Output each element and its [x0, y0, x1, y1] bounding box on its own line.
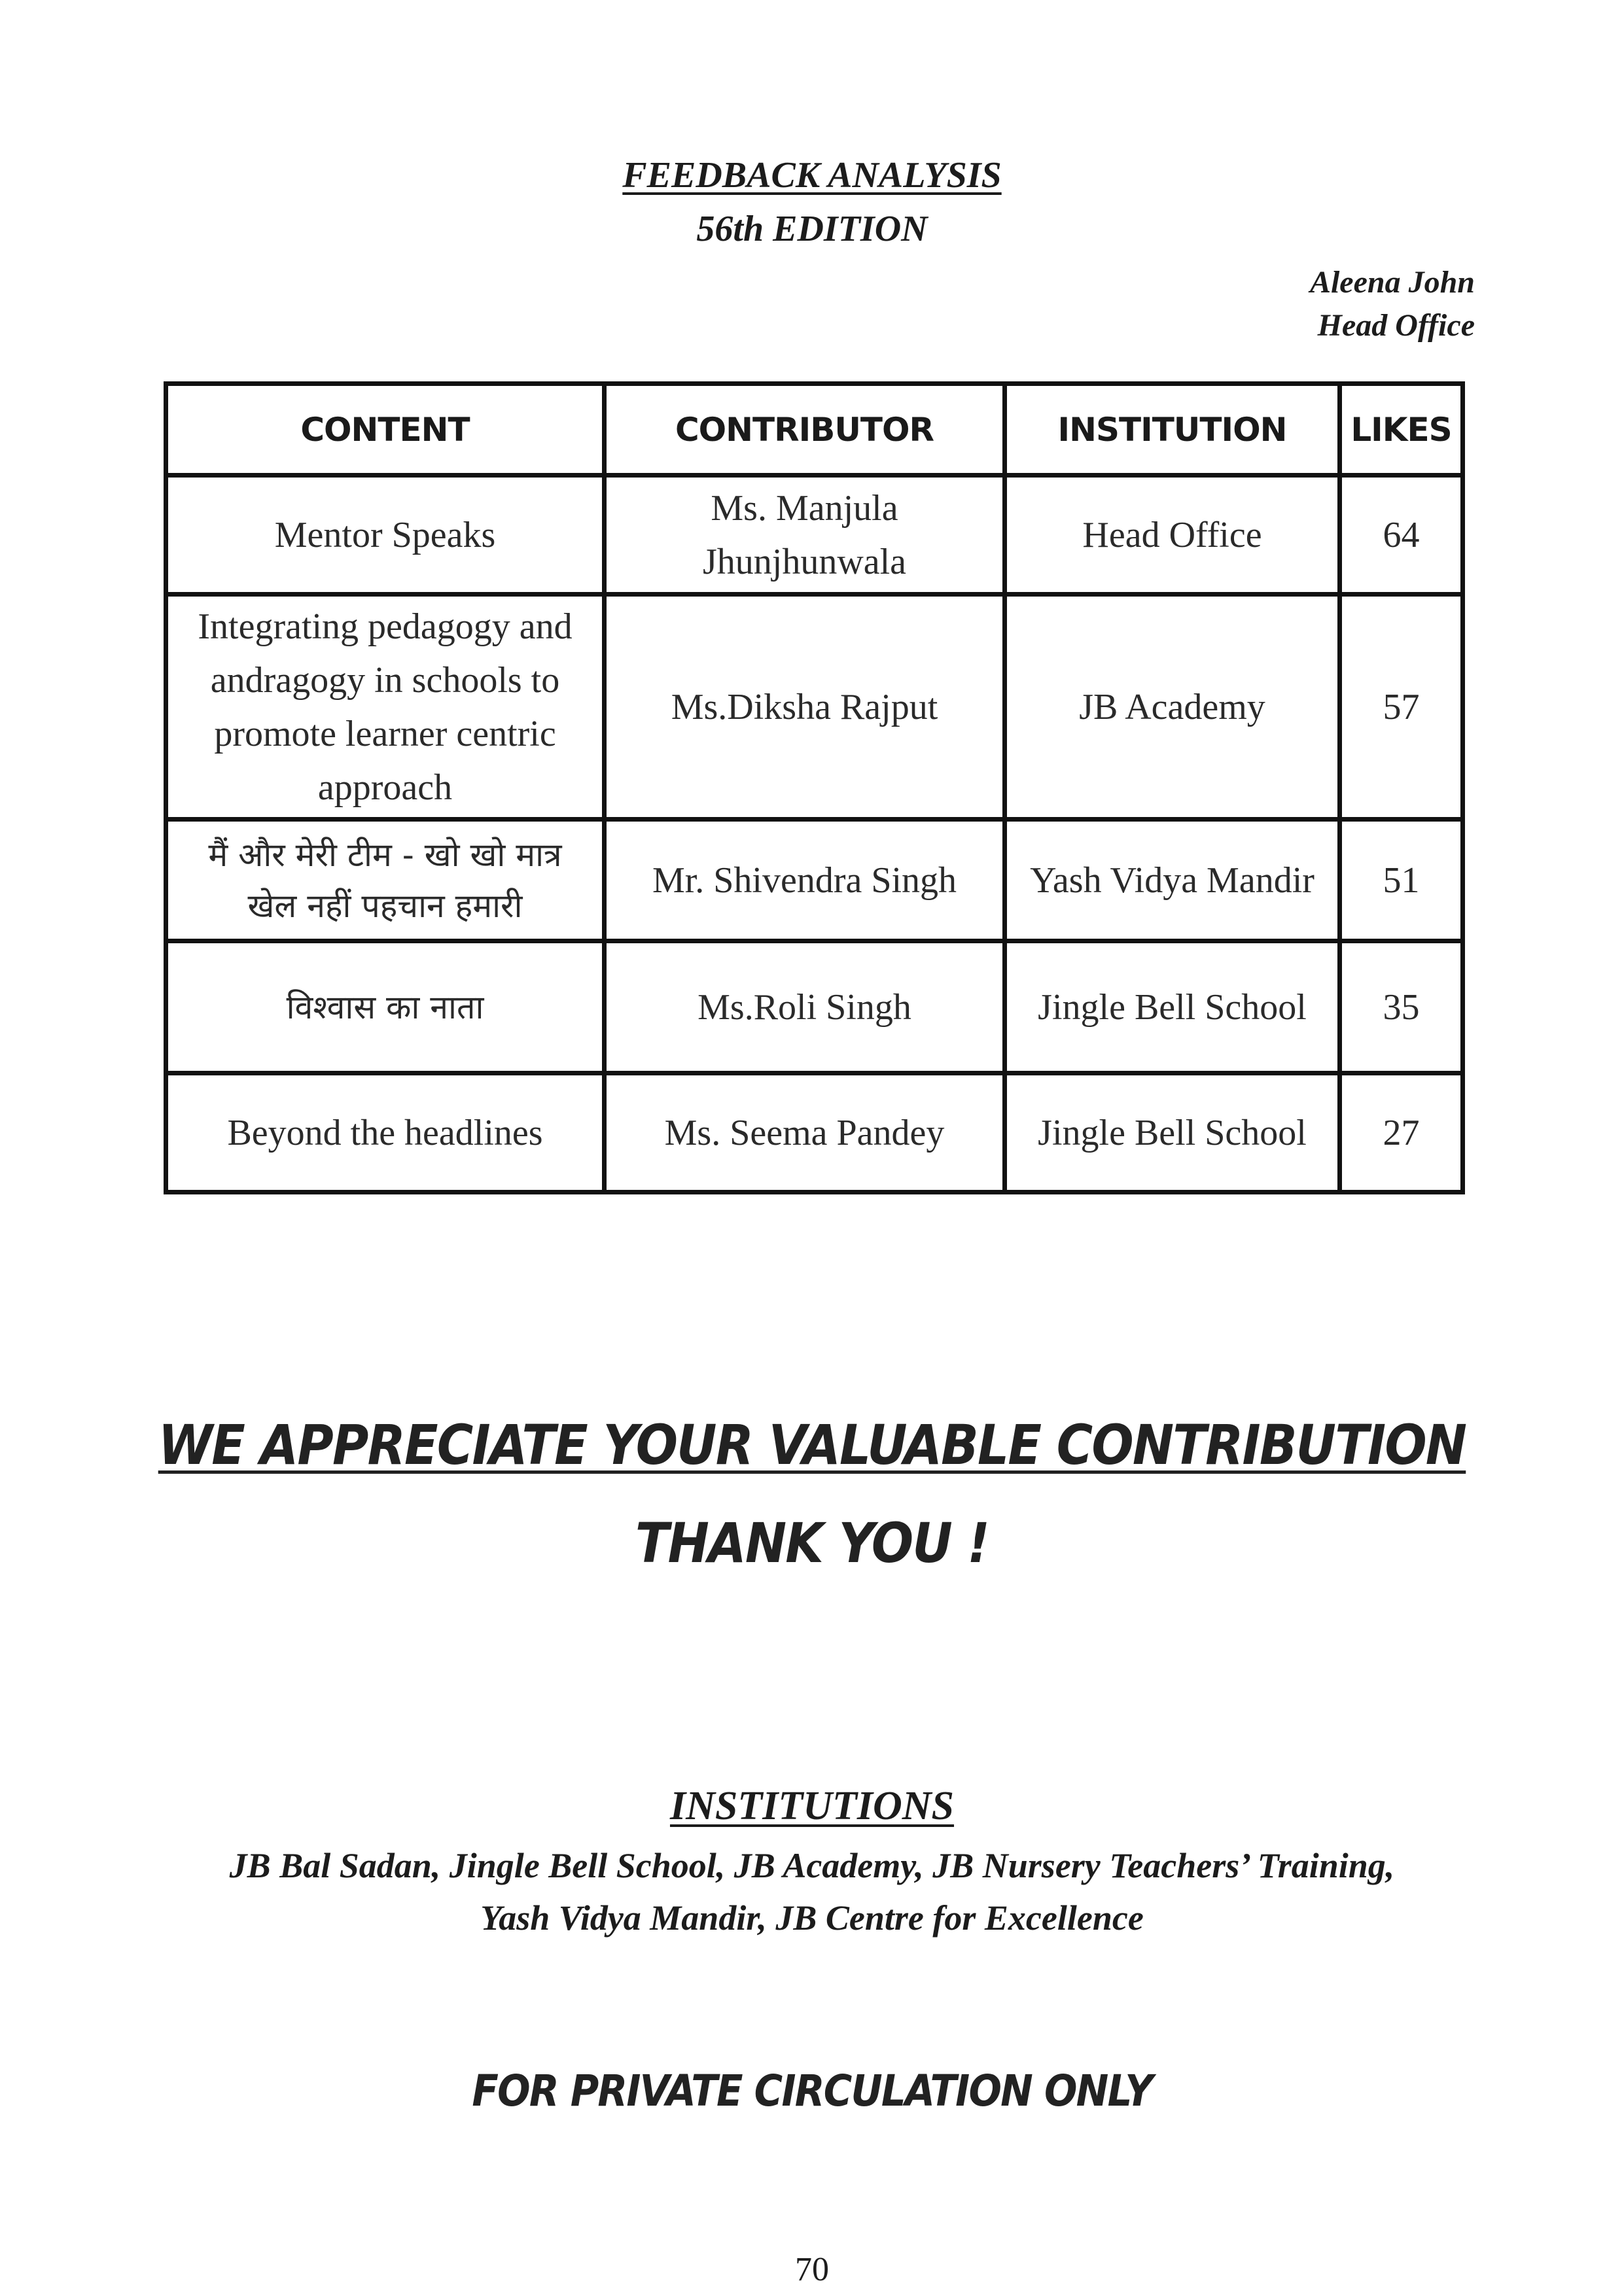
column-header-institution: INSTITUTION — [1005, 384, 1340, 476]
institutions-line-1: JB Bal Sadan, Jingle Bell School, JB Academy, JB Nursery Teachers’ Training, — [229, 1846, 1395, 1885]
content-line: खेल नहीं पहचान हमारी — [247, 886, 523, 925]
contributor-cell — [605, 1073, 1005, 1192]
contributor-line: Jhunjhunwala — [702, 541, 907, 582]
likes-cell: 35 — [1340, 941, 1463, 1073]
contributor-line: Mr. Shivendra Singh — [652, 860, 957, 901]
contributor-cell — [605, 820, 1005, 941]
column-header-contributor: CONTRIBUTOR — [605, 384, 1005, 476]
column-header-content: CONTENT — [166, 384, 605, 476]
contributor-cell — [605, 476, 1005, 595]
institutions-line-2: Yash Vidya Mandir, JB Centre for Excellence — [480, 1898, 1144, 1938]
likes-cell: 57 — [1340, 595, 1463, 820]
author-name: Aleena John — [1309, 265, 1475, 300]
page-title: FEEDBACK ANALYSIS — [622, 155, 1002, 196]
table-row — [166, 476, 1463, 595]
likes-cell: 64 — [1340, 476, 1463, 595]
content-cell — [166, 595, 605, 820]
likes-cell: 27 — [1340, 1073, 1463, 1192]
content-line: मैं और मेरी टीम - खो खो मात्र — [208, 835, 562, 874]
content-line: Beyond the headlines — [227, 1112, 543, 1153]
content-line: promote learner centric — [214, 713, 556, 754]
institution-cell: JB Academy — [1005, 595, 1340, 820]
table-header-row — [166, 384, 1463, 476]
content-cell — [166, 820, 605, 941]
appreciation-message: WE APPRECIATE YOUR VALUABLE CONTRIBUTION — [158, 1413, 1466, 1477]
content-line: andragogy in schools to — [210, 659, 560, 701]
contributor-line: Ms.Roli Singh — [697, 986, 911, 1028]
page-number: 70 — [795, 2251, 829, 2288]
institution-cell: Jingle Bell School — [1005, 941, 1340, 1073]
content-cell — [166, 1073, 605, 1192]
contributor-cell — [605, 941, 1005, 1073]
contributor-line: Ms.Diksha Rajput — [671, 686, 938, 727]
contributor-line: Ms. Manjula — [711, 487, 898, 529]
thank-you-message: THANK YOU ! — [635, 1511, 989, 1575]
institution-cell: Head Office — [1005, 476, 1340, 595]
contributor-cell — [605, 595, 1005, 820]
content-line: विश्वास का नाता — [286, 988, 484, 1026]
content-line: approach — [317, 767, 453, 808]
institution-cell: Jingle Bell School — [1005, 1073, 1340, 1192]
institution-cell: Yash Vidya Mandir — [1005, 820, 1340, 941]
contributor-line: Ms. Seema Pandey — [664, 1112, 945, 1153]
author-office: Head Office — [1317, 308, 1475, 343]
feedback-table — [164, 381, 1465, 1194]
content-line: Mentor Speaks — [274, 514, 496, 555]
column-header-likes: LIKES — [1340, 384, 1463, 476]
edition-label: 56th EDITION — [696, 209, 928, 249]
likes-cell: 51 — [1340, 820, 1463, 941]
content-cell — [166, 941, 605, 1073]
content-cell — [166, 476, 605, 595]
table-row — [166, 1073, 1463, 1192]
table-row — [166, 941, 1463, 1073]
content-line: Integrating pedagogy and — [198, 606, 573, 647]
institutions-heading: INSTITUTIONS — [669, 1784, 955, 1828]
table-row — [166, 820, 1463, 941]
private-circulation-note: FOR PRIVATE CIRCULATION ONLY — [472, 2066, 1152, 2116]
table-row — [166, 595, 1463, 820]
